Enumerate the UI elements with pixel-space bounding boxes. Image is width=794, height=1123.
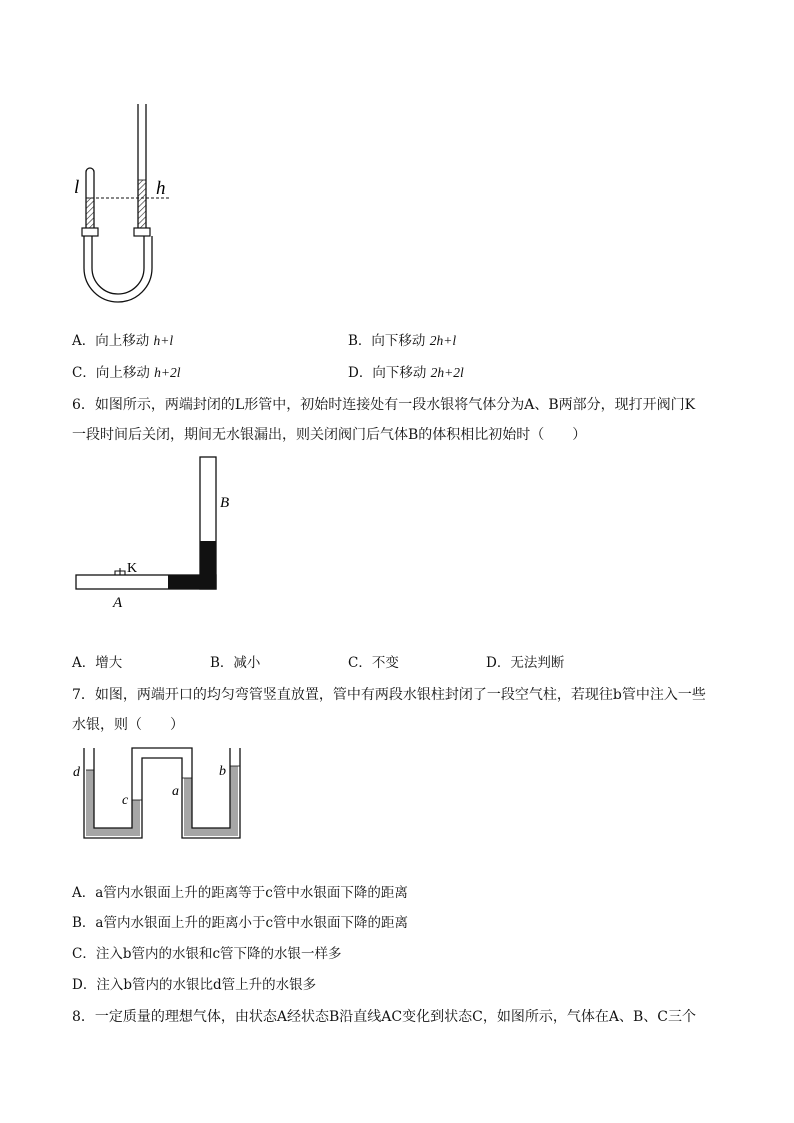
label-l: l [74,177,80,198]
label-c: c [122,793,129,808]
mercury-b-tube [230,766,238,836]
q7-stem-line2: 水银，则（ ） [72,717,184,733]
q6-stem-line1: 6．如图所示，两端封闭的L形管中，初始时连接处有一段水银将气体分为A、B两部分，现打开阀门K [72,397,696,413]
q6-stem-line2: 一段时间后关闭，期间无水银漏出，则关闭阀门后气体B的体积相比初始时（ ） [72,427,587,443]
label-d: d [73,765,80,780]
mercury-a-tube [184,778,192,836]
label-k: K [127,561,138,576]
q7-option-a[interactable]: A．a管内水银面上升的距离等于c管中水银面下降的距离 [72,885,408,901]
label-b-gas: B [220,495,230,511]
q6-option-c[interactable]: C．不变 [348,655,399,671]
q7-stem-line1: 7．如图，两端开口的均匀弯管竖直放置，管中有两段水银柱封闭了一段空气柱，若现往b管中注入一些 [72,687,706,703]
q6-option-b[interactable]: B．减小 [210,655,261,671]
mercury-left-bottom [86,828,140,836]
q5-option-a[interactable]: A．向上移动 h+l [72,333,174,349]
tube-outer-wall [84,748,240,838]
q5-option-c[interactable]: C．向上移动 h+2l [72,365,181,381]
mercury-c-tube [132,800,140,836]
mercury-right-bottom [184,828,238,836]
q7-option-d[interactable]: D．注入b管内的水银比d管上升的水银多 [72,977,317,993]
q6-option-d[interactable]: D．无法判断 [486,655,565,671]
label-h: h [156,178,166,199]
label-a: a [172,784,179,799]
q7-option-c[interactable]: C．注入b管内的水银和c管下降的水银一样多 [72,946,342,962]
q5-option-b[interactable]: B．向下移动 2h+l [348,333,457,349]
mercury-d-tube [86,770,94,836]
q6-option-a[interactable]: A．增大 [72,655,123,671]
q5-option-d[interactable]: D．向下移动 2h+2l [348,365,464,381]
q8-stem-line1: 8．一定质量的理想气体，由状态A经状态B沿直线AC变化到状态C，如图所示，气体在A、B、C三个 [72,1009,696,1025]
label-b: b [219,764,226,779]
label-a-gas: A [113,595,123,611]
q7-option-b[interactable]: B．a管内水银面上升的距离小于c管中水银面下降的距离 [72,915,409,931]
tube-inner-wall-left [94,748,230,828]
